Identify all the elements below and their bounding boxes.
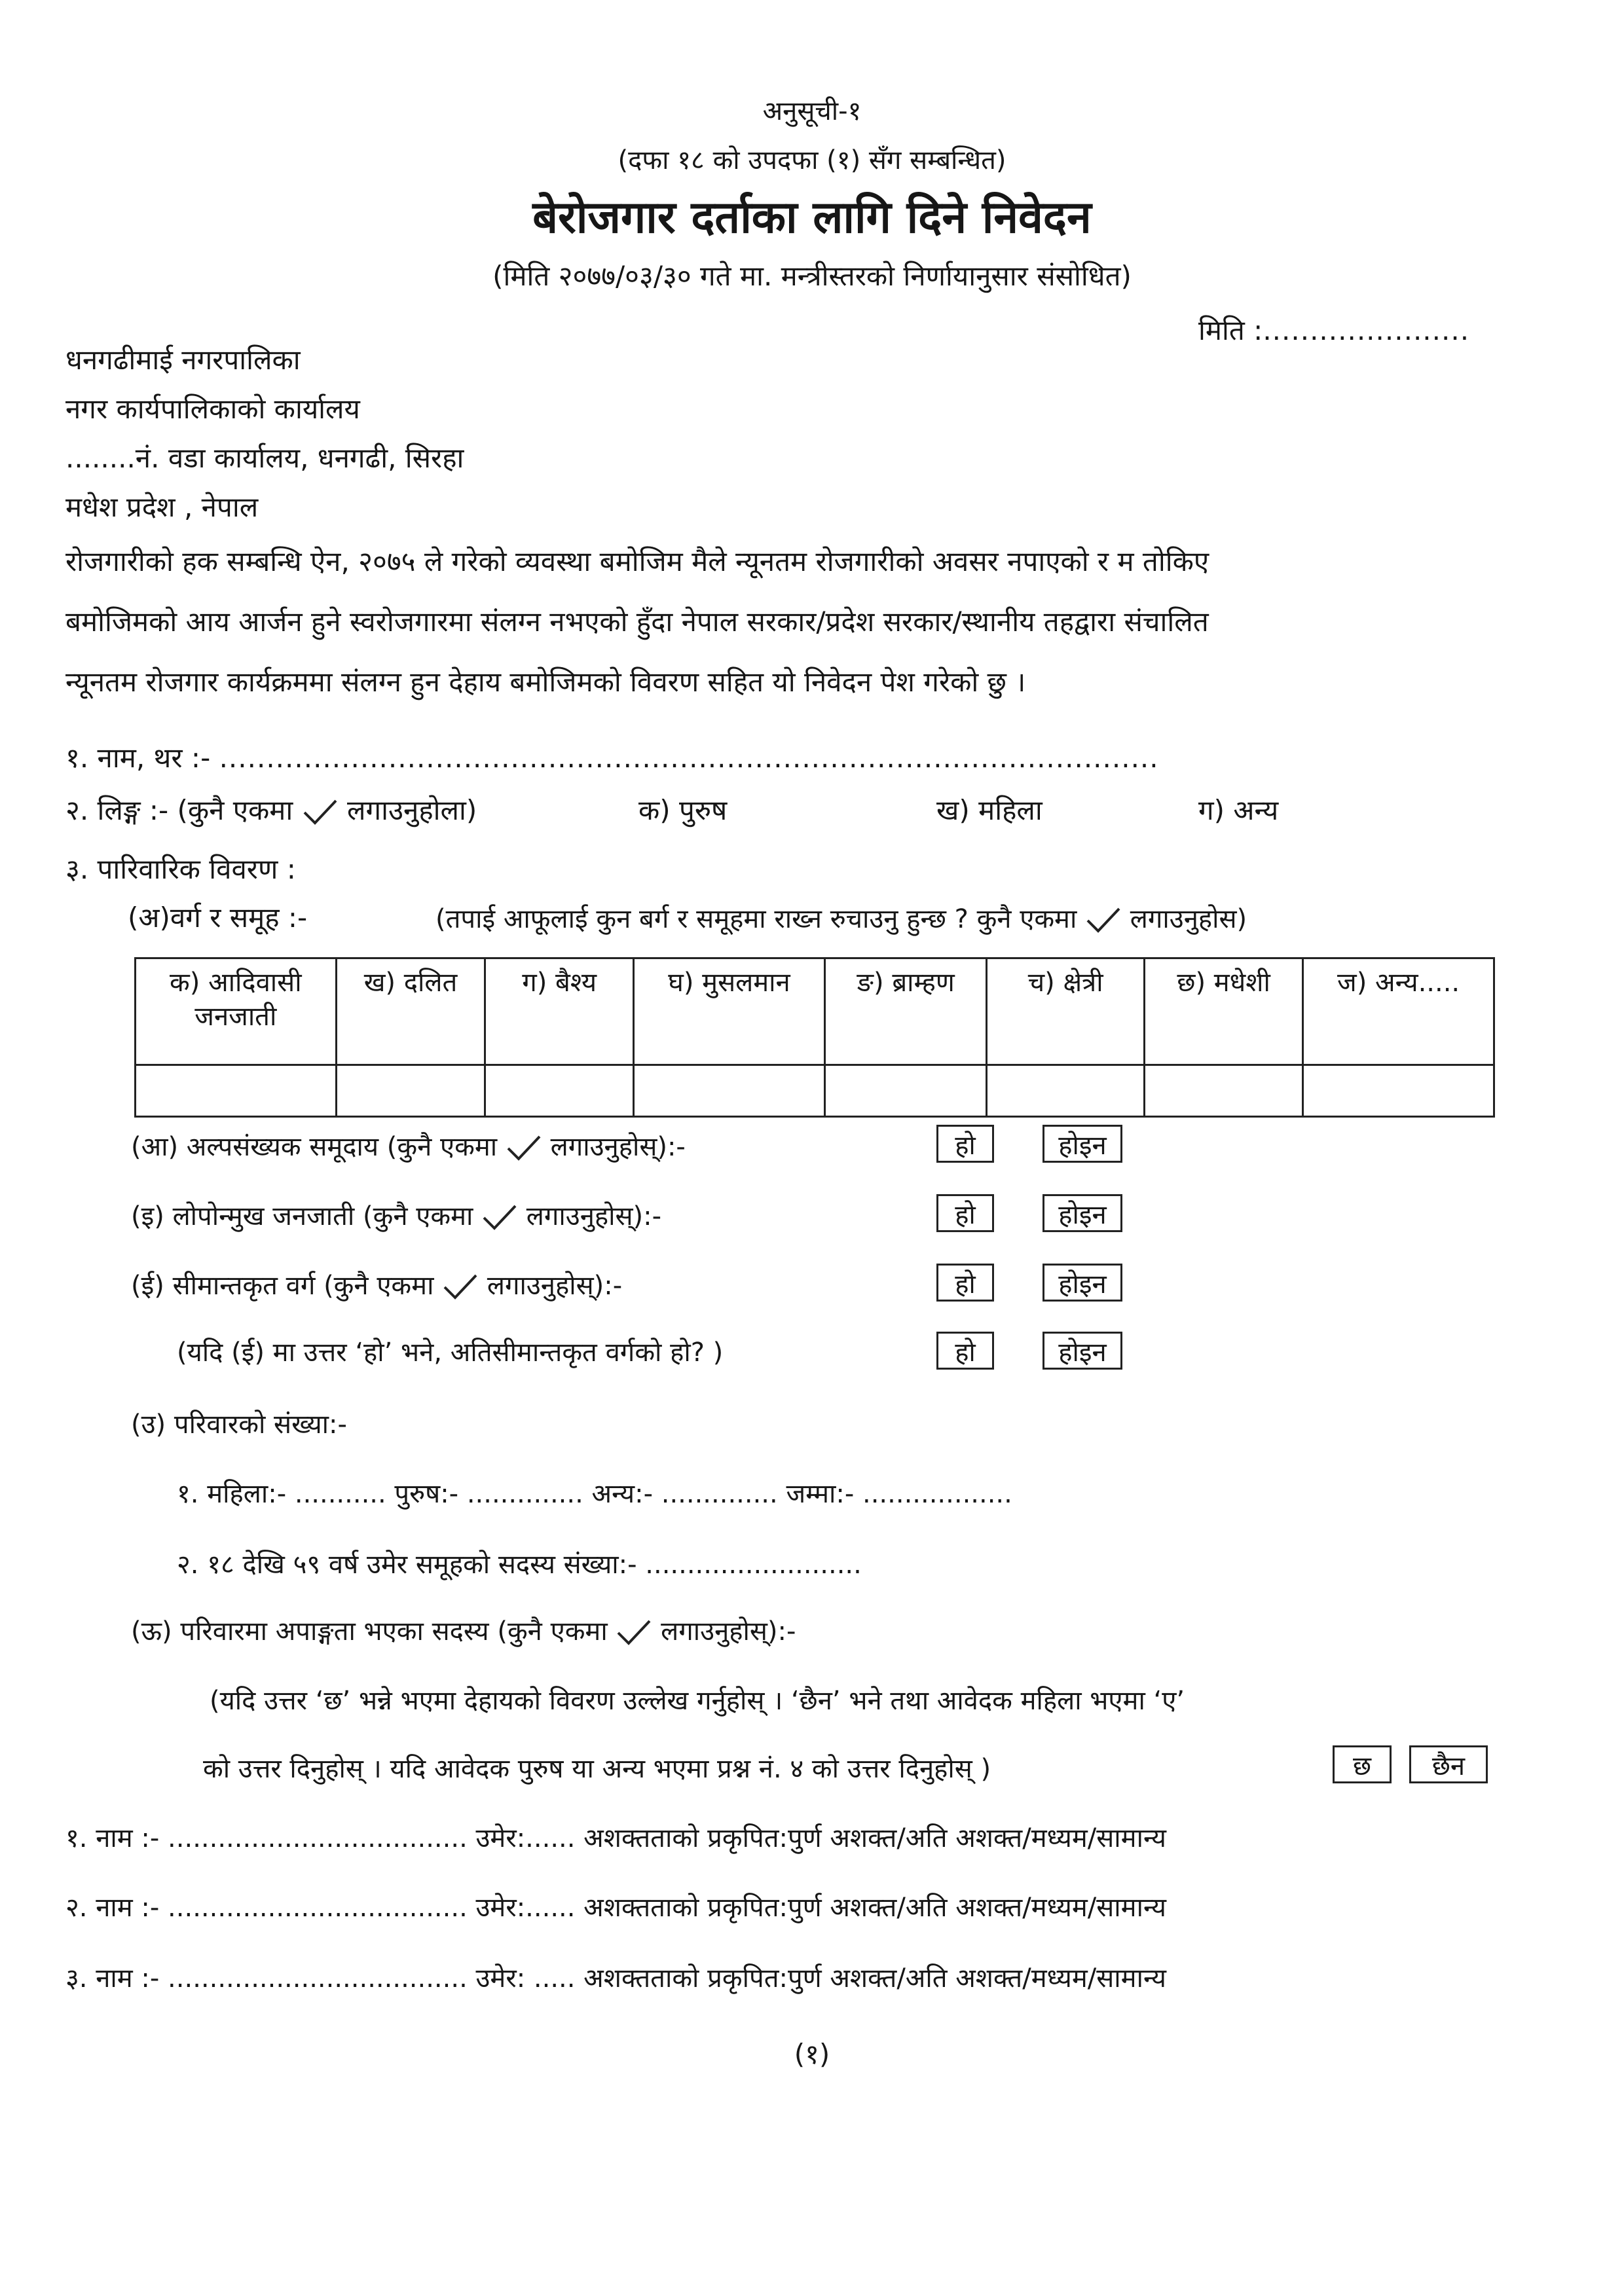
caste-answer-cell[interactable] [1303, 1065, 1494, 1117]
disability-question [131, 1612, 796, 1648]
gender-label: २. लिङ्ग :- (कुनै एकमा [65, 794, 293, 826]
caste-answer-cell[interactable] [987, 1065, 1145, 1117]
endangered-label-end: लगाउनुहोस्):- [526, 1201, 662, 1231]
caste-table-answer-row [136, 1065, 1494, 1117]
extremely-marginalized-no-box[interactable]: होइन [1043, 1332, 1122, 1370]
page-number: (१) [794, 2038, 830, 2070]
marginalized-label: (ई) सीमान्तकृत वर्ग (कुनै एकमा [131, 1271, 434, 1301]
disability-yes-box[interactable]: छ [1333, 1745, 1392, 1783]
address-ward: ........नं. वडा कार्यालय, धनगढी, सिरहा [65, 442, 464, 474]
checkmark-icon [506, 1134, 542, 1163]
minority-yes-box[interactable]: हो [936, 1125, 994, 1163]
checkmark-icon [1085, 906, 1122, 935]
caste-answer-cell[interactable] [824, 1065, 986, 1117]
checkmark-icon [442, 1273, 479, 1302]
caste-header-cell: ग) बैश्य [485, 958, 634, 1065]
marginalized-no-box[interactable]: होइन [1043, 1264, 1122, 1302]
caste-answer-cell[interactable] [633, 1065, 824, 1117]
caste-answer-cell[interactable] [1145, 1065, 1303, 1117]
address-province: मधेश प्रदेश , नेपाल [65, 491, 259, 523]
caste-group-label: (अ)वर्ग र समूह :- [128, 902, 308, 934]
checkmark-icon [616, 1618, 652, 1647]
marginalized-question [131, 1266, 622, 1302]
schedule-label: अनुसूची-१ [762, 96, 862, 126]
marginalized-label-end: लगाउनुहोस्):- [487, 1271, 623, 1301]
intro-line: न्यूनतम रोजगार कार्यक्रममा संलग्न हुन देहाय बमोजिमको विवरण सहित यो निवेदन पेश गरेको छु । [65, 666, 1026, 698]
family-count-label: (उ) परिवारको संख्या:- [131, 1410, 347, 1440]
section-reference: (दफा १८ को उपदफा (१) सँग सम्बन्धित) [618, 145, 1006, 175]
disabled-member-row[interactable]: १. नाम :- .................................... उमेर:...... अशक्तताको प्रकृपित:पुर्ण अशक्त/अति अशक्त/मध्यम/सामान्य [65, 1823, 1166, 1853]
caste-group-note-text: (तपाई आफूलाई कुन बर्ग र समूहमा राख्न रुचाउनु हुन्छ ? कुनै एकमा [435, 904, 1077, 934]
endangered-question [131, 1197, 661, 1233]
caste-answer-cell[interactable] [136, 1065, 337, 1117]
minority-label-end: लगाउनुहोस्):- [550, 1132, 686, 1162]
gender-option-female[interactable]: ख) महिला [936, 794, 1043, 826]
family-details-label: ३. पारिवारिक विवरण : [65, 853, 296, 885]
caste-group-note [435, 900, 1247, 936]
date-label: मिति : [1198, 314, 1263, 346]
disability-label: (ऊ) परिवारमा अपाङ्गता भएका सदस्य (कुनै एकमा [131, 1616, 608, 1647]
endangered-label: (इ) लोपोन्मुख जनजाती (कुनै एकमा [131, 1201, 473, 1231]
caste-table [134, 957, 1495, 1118]
working-age-count-line[interactable]: २. १८ देखि ५९ वर्ष उमेर समूहको सदस्य संख्या:- .......................... [177, 1550, 862, 1580]
gender-option-male[interactable]: क) पुरुष [638, 794, 728, 826]
gender-label-end: लगाउनुहोला) [347, 794, 477, 826]
checkmark-icon [302, 798, 339, 827]
disability-no-box[interactable]: छैन [1409, 1745, 1488, 1783]
disabled-member-row[interactable]: ३. नाम :- .................................... उमेर: ..... अशक्तताको प्रकृपित:पुर्ण अशक्त/अति अशक्त/मध्यम/सामान्य [65, 1963, 1166, 1994]
minority-question [131, 1127, 686, 1163]
marginalized-yes-box[interactable]: हो [936, 1264, 994, 1302]
minority-no-box[interactable]: होइन [1043, 1125, 1122, 1163]
caste-group-note-end: लगाउनुहोस) [1130, 904, 1247, 934]
minority-label: (आ) अल्पसंख्यक समूदाय (कुनै एकमा [131, 1132, 498, 1162]
caste-table-header-row [136, 958, 1494, 1065]
family-count-line[interactable]: १. महिला:- ........... पुरुष:- .............. अन्य:- .............. जम्मा:- .................. [177, 1479, 1012, 1509]
name-label: १. नाम, थर :- [65, 742, 211, 774]
extremely-marginalized-yes-box[interactable]: हो [936, 1332, 994, 1370]
date-blank[interactable]: ...................... [1263, 314, 1470, 346]
caste-header-cell: ज) अन्य..... [1303, 958, 1494, 1065]
caste-header-cell: ङ) ब्राम्हण [824, 958, 986, 1065]
intro-line: बमोजिमको आय आर्जन हुने स्वरोजगारमा संलग्न नभएको हुँदा नेपाल सरकार/प्रदेश सरकार/स्थानीय तहद्वारा संचालित [65, 606, 1209, 638]
name-blank[interactable]: .................................................................................................... [219, 742, 1159, 774]
date-field[interactable] [1198, 311, 1469, 348]
disabled-member-row[interactable]: २. नाम :- .................................... उमेर:...... अशक्तताको प्रकृपित:पुर्ण अशक्त/अति अशक्त/मध्यम/सामान्य [65, 1893, 1166, 1923]
caste-header-cell: ख) दलित [336, 958, 485, 1065]
caste-header-cell: क) आदिवासी जनजाती [136, 958, 337, 1065]
caste-header-cell: छ) मधेशी [1145, 958, 1303, 1065]
caste-header-cell: च) क्षेत्री [987, 958, 1145, 1065]
disability-label-end: लगाउनुहोस्):- [661, 1616, 796, 1647]
amendment-note: (मिति २०७७/०३/३० गते मा. मन्त्रीस्तरको निर्णायानुसार संसोधित) [492, 260, 1132, 292]
caste-answer-cell[interactable] [485, 1065, 634, 1117]
intro-paragraph [65, 532, 1545, 712]
disability-note-line1: (यदि उत्तर ‘छ’ भन्ने भएमा देहायको विवरण उल्लेख गर्नुहोस् । ‘छैन’ भने तथा आवेदक महिला भएमा ‘ए’ [210, 1686, 1185, 1716]
caste-header-cell: घ) मुसलमान [633, 958, 824, 1065]
disability-note-line2: को उत्तर दिनुहोस् । यदि आवेदक पुरुष या अन्य भएमा प्रश्न नं. ४ को उत्तर दिनुहोस् ) [203, 1754, 991, 1784]
extremely-marginalized-question: (यदि (ई) मा उत्तर ‘हो’ भने, अतिसीमान्तकृत वर्गको हो? ) [177, 1338, 724, 1368]
endangered-no-box[interactable]: होइन [1043, 1194, 1122, 1232]
gender-option-other[interactable]: ग) अन्य [1198, 794, 1279, 826]
intro-line: रोजगारीको हक सम्बन्धि ऐन, २०७५ ले गरेको व्यवस्था बमोजिम मैले न्यूनतम रोजगारीको अवसर नपाएको र म तोकिए [65, 545, 1209, 577]
address-municipality: धनगढीमाई नगरपालिका [65, 344, 301, 376]
name-field[interactable] [65, 738, 1159, 776]
checkmark-icon [481, 1203, 518, 1232]
gender-question [65, 791, 477, 828]
endangered-yes-box[interactable]: हो [936, 1194, 994, 1232]
form-title: बेरोजगार दर्ताका लागि दिने निवेदन [532, 192, 1092, 244]
address-office: नगर कार्यपालिकाको कार्यालय [65, 393, 360, 425]
caste-answer-cell[interactable] [336, 1065, 485, 1117]
